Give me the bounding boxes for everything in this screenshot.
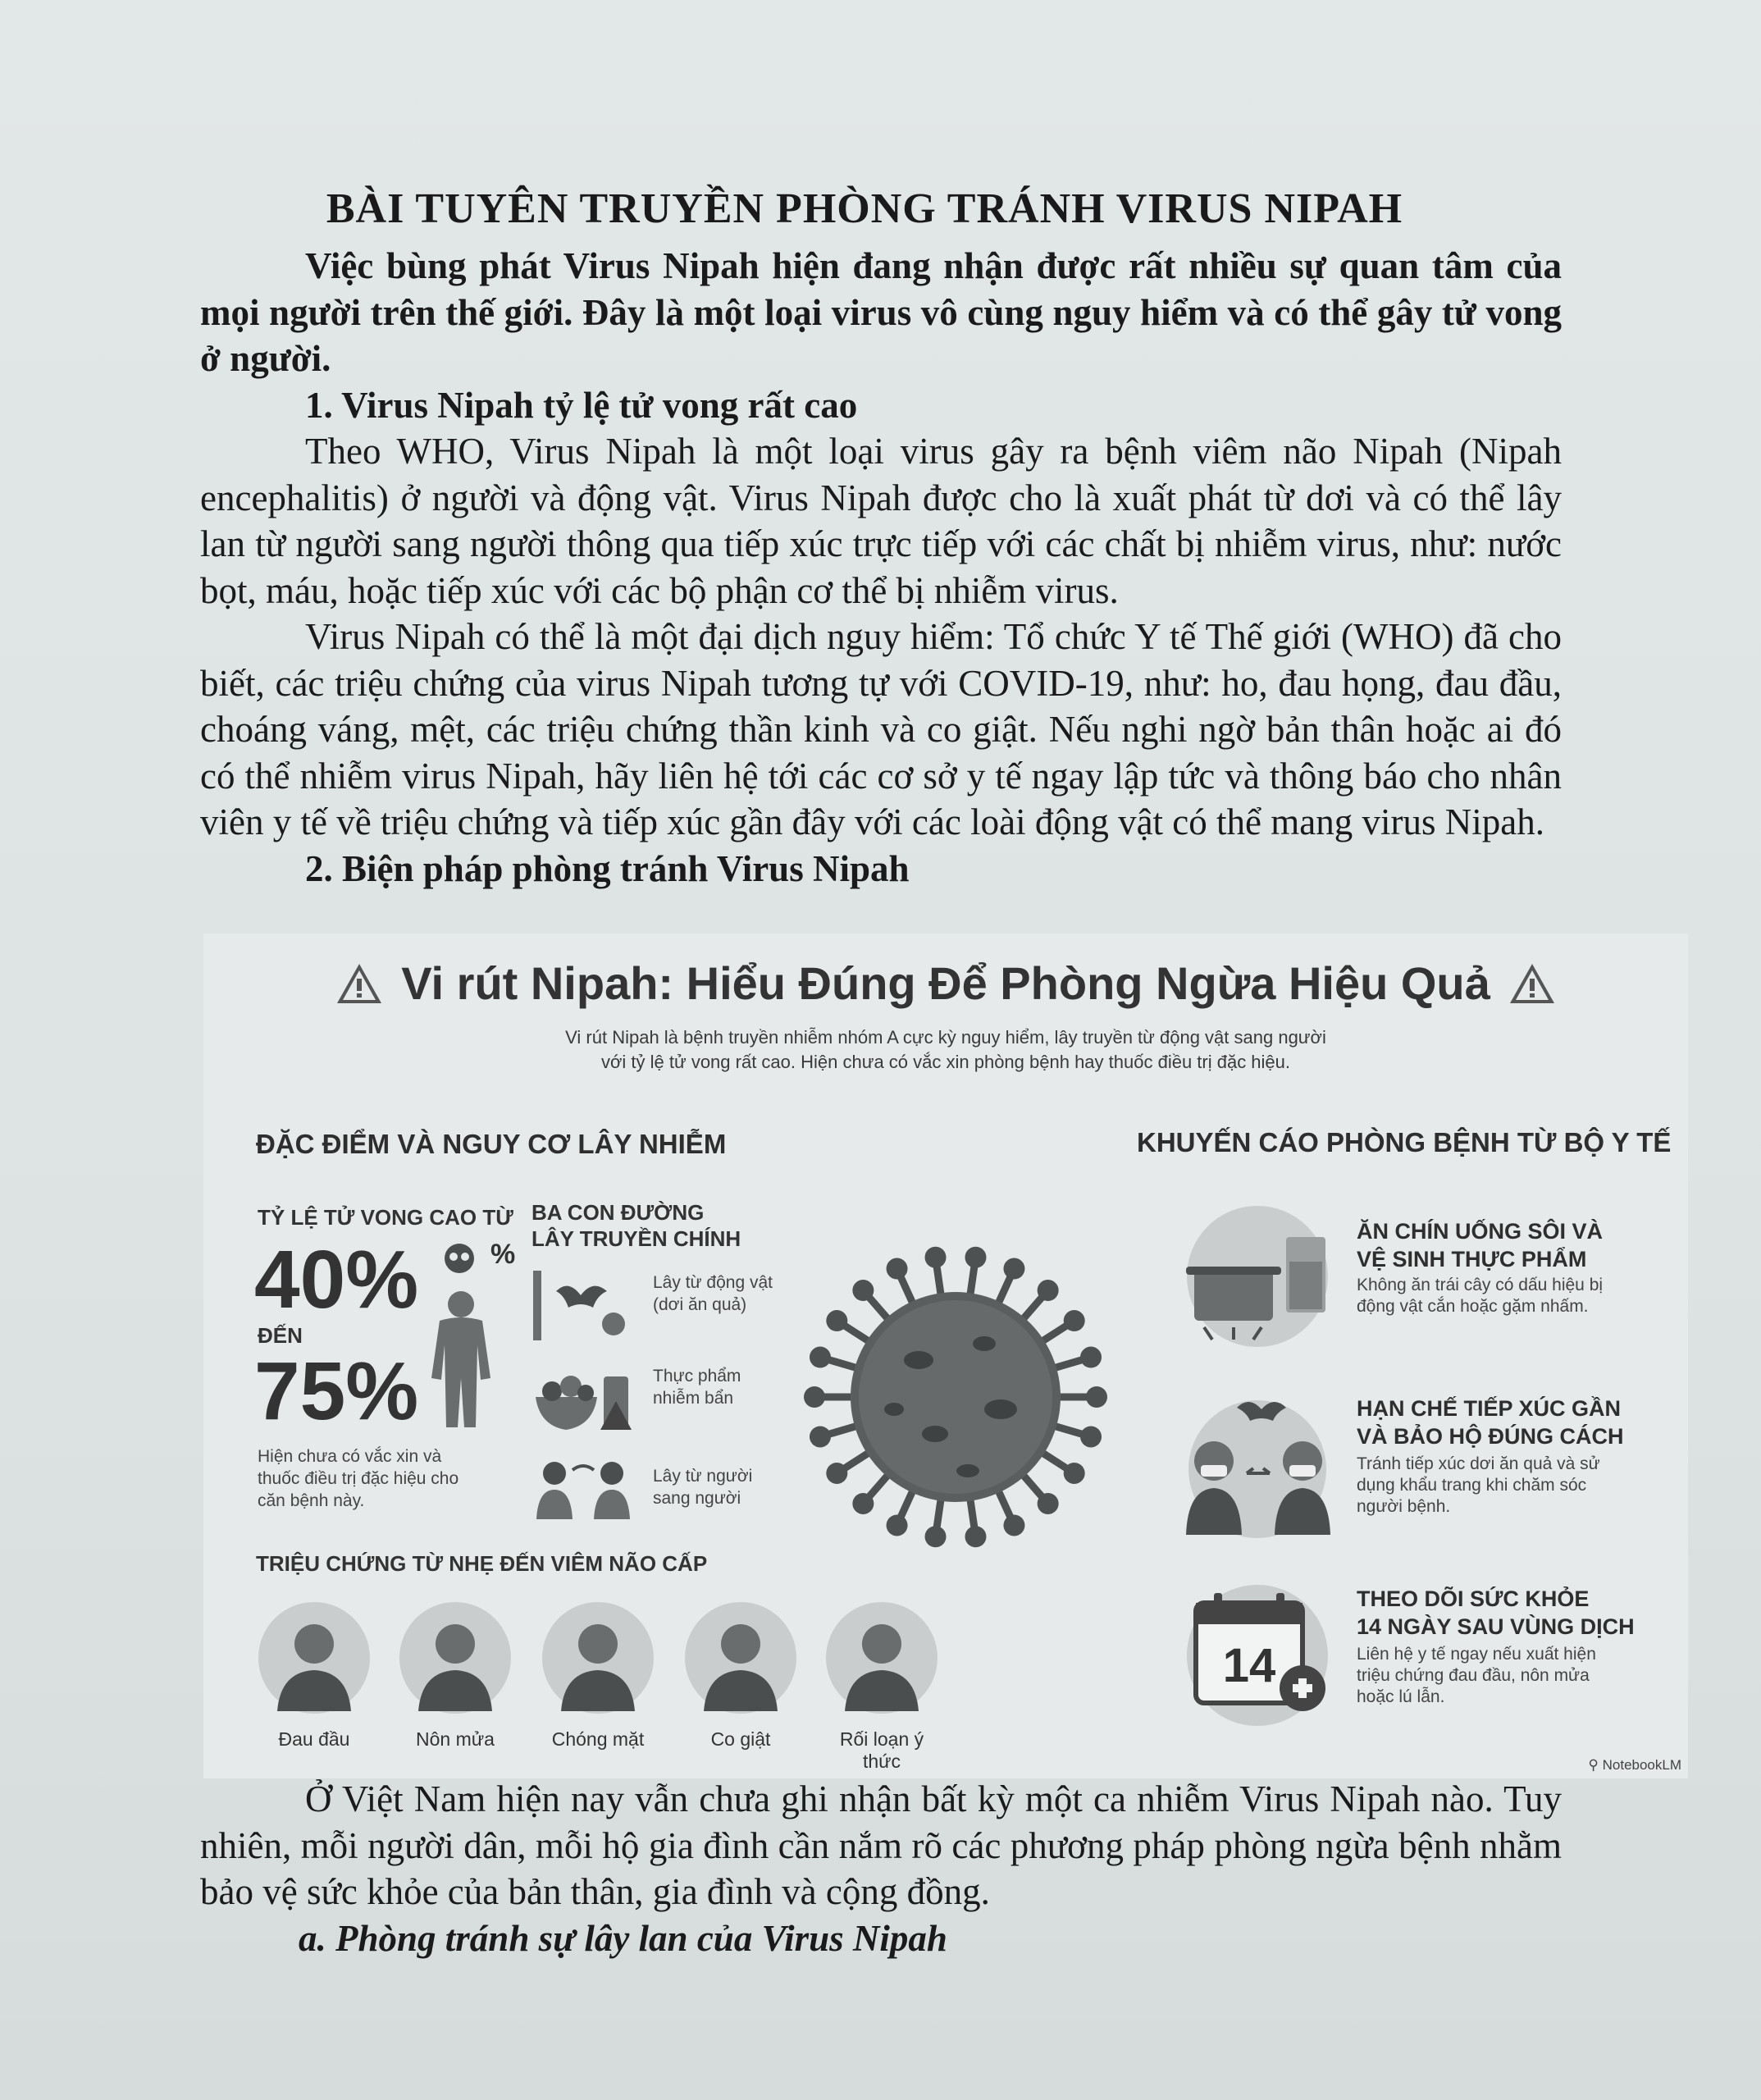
virus-spike-tip — [1038, 1493, 1059, 1514]
mortality-high: 75% — [254, 1345, 419, 1437]
route-1 — [653, 1271, 773, 1316]
virus-spike-tip — [1086, 1386, 1107, 1408]
warning-icon — [1508, 962, 1556, 1005]
symptoms-heading: TRIỆU CHỨNG TỪ NHẸ ĐẾN VIÊM NÃO CẤP — [256, 1551, 708, 1576]
recommendation-2-title — [1357, 1395, 1685, 1450]
virus-spike-tip — [826, 1463, 847, 1484]
recommendation-1-title — [1357, 1217, 1685, 1273]
rec-3-text-line: Liên hệ y tế ngay nếu xuất hiện — [1357, 1645, 1596, 1664]
rec-3-text-line: hoặc lú lẫn. — [1357, 1687, 1445, 1706]
rec-3-text-line: triệu chứng đau đầu, nôn mửa — [1357, 1666, 1590, 1685]
intro-paragraph: Việc bùng phát Virus Nipah hiện đang nhận được rất nhiều sự quan tâm của mọi người trên thế giới. Đây là một loại virus vô cùng nguy hiểm và có thể gây tử vong ở người. — [200, 245, 1562, 379]
route-2-line: nhiễm bẩn — [653, 1389, 734, 1408]
virus-spike-tip — [1080, 1347, 1102, 1368]
symptom-label: Chóng mặt — [551, 1728, 645, 1750]
symptom-label: Nôn mửa — [416, 1728, 495, 1750]
route-1-line: (dơi ăn quả) — [653, 1295, 747, 1314]
vomiting-icon — [394, 1596, 517, 1719]
paragraph-1: Theo WHO, Virus Nipah là một loại virus gây ra bệnh viêm não Nipah (Nipah encephalitis) ở người và động vật. Virus Nipah được cho là xuất phát từ dơi và có thể lây lan từ người sang người thông qua tiếp xúc trực tiếp với các chất bị nhiễm virus, như: nước bọt, máu, hoặc tiếp xúc với các bộ phận cơ thể bị nhiễm virus. — [200, 431, 1562, 611]
virus-spike-tip — [852, 1493, 874, 1514]
virus-spike-tip — [852, 1280, 874, 1301]
rec-1-text-line: Không ăn trái cây có dấu hiệu bị — [1357, 1276, 1604, 1294]
mortality-low: 40% — [254, 1234, 419, 1326]
symptom-item — [536, 1596, 659, 1751]
recommendation-2-text — [1357, 1454, 1644, 1518]
calendar-icon — [1171, 1582, 1344, 1729]
route-3-line: sang người — [653, 1489, 741, 1508]
subtitle-line: Vi rút Nipah là bệnh truyền nhiễm nhóm A cực kỳ nguy hiểm, lây truyền từ động vật sang người — [565, 1027, 1326, 1048]
body-bottom — [200, 1776, 1562, 1961]
virus-spike-tip — [887, 1514, 908, 1536]
symptom-label: Rối loạn ý thức — [839, 1728, 924, 1772]
left-section-heading: ĐẶC ĐIỂM VÀ NGUY CƠ LÂY NHIỄM — [256, 1129, 727, 1159]
virus-icon — [796, 1237, 1115, 1557]
right-section-heading: KHUYẾN CÁO PHÒNG BỆNH TỪ BỘ Y TẾ — [1137, 1127, 1672, 1157]
confusion-icon — [820, 1596, 943, 1719]
rec-2-text-line: Tránh tiếp xúc dơi ăn quả và sử — [1357, 1454, 1600, 1473]
route-3-line: Lây từ người — [653, 1467, 753, 1486]
virus-spike-tip — [1038, 1280, 1059, 1301]
people-transmission-icon — [531, 1455, 638, 1521]
rec-3-title-line: THEO DÕI SỨC KHỎE — [1357, 1586, 1590, 1611]
virus-spike-tip — [826, 1310, 847, 1331]
rec-3-title-line: 14 NGÀY SAU VÙNG DỊCH — [1357, 1614, 1635, 1639]
headache-icon — [253, 1596, 376, 1719]
section-1-heading: 1. Virus Nipah tỷ lệ tử vong rất cao — [305, 384, 858, 426]
rec-1-title-line: ĂN CHÍN UỐNG SÔI VÀ — [1357, 1219, 1604, 1244]
virus-spike-tip — [804, 1386, 825, 1408]
mask-distance-icon — [1171, 1383, 1344, 1539]
rec-2-title-line: HẠN CHẾ TIẾP XÚC GẦN — [1357, 1396, 1622, 1421]
bat-fruit-icon — [531, 1267, 638, 1344]
section-2-heading: 2. Biện pháp phòng tránh Virus Nipah — [305, 847, 910, 889]
routes-heading-line: LÂY TRUYỀN CHÍNH — [531, 1226, 741, 1251]
recommendation-3-title — [1357, 1585, 1685, 1641]
contaminated-food-icon — [531, 1360, 638, 1438]
virus-spike-tip — [965, 1247, 986, 1268]
recommendation-1-text — [1357, 1275, 1644, 1317]
virus-spike-tip — [965, 1526, 986, 1547]
route-2-line: Thực phẩm — [653, 1367, 741, 1386]
virus-spike-tip — [1003, 1514, 1024, 1536]
virus-spike-tip — [925, 1526, 947, 1547]
routes-heading — [531, 1199, 741, 1252]
virus-spike-tip — [1064, 1310, 1085, 1331]
rec-1-text-line: động vật cắn hoặc gặm nhấm. — [1357, 1297, 1589, 1316]
calendar-number: 14 — [1222, 1639, 1276, 1692]
human-skull-icon — [408, 1239, 516, 1436]
watermark-text: NotebookLM — [1602, 1757, 1681, 1773]
symptom-item — [394, 1596, 517, 1751]
virus-spike-tip — [1064, 1463, 1085, 1484]
rec-2-text-line: người bệnh. — [1357, 1497, 1451, 1516]
subtitle-line: với tỷ lệ tử vong rất cao. Hiện chưa có vắc xin phòng bệnh hay thuốc điều trị đặc hiệu. — [600, 1052, 1291, 1072]
mortality-label: TỶ LỆ TỬ VONG CAO TỪ — [258, 1205, 513, 1230]
virus-spike-tip — [925, 1247, 947, 1268]
virus-spike-tip — [810, 1426, 831, 1447]
recommendation-3-text — [1357, 1644, 1644, 1708]
route-3 — [653, 1465, 752, 1509]
warning-icon — [335, 962, 383, 1005]
page-title: BÀI TUYÊN TRUYỀN PHÒNG TRÁNH VIRUS NIPAH — [326, 185, 1403, 232]
dizziness-icon — [536, 1596, 659, 1719]
symptom-item — [679, 1596, 802, 1751]
infographic-title-text: Vi rút Nipah: Hiểu Đúng Để Phòng Ngừa Hiệu Quả — [401, 957, 1490, 1009]
cooking-pot-icon — [1171, 1204, 1344, 1348]
seizure-icon — [679, 1596, 802, 1719]
symptom-item — [820, 1596, 943, 1773]
virus-spike-tip — [810, 1347, 831, 1368]
rec-2-title-line: VÀ BẢO HỘ ĐÚNG CÁCH — [1357, 1424, 1624, 1449]
subsection-a-heading: a. Phòng tránh sự lây lan của Virus Nipah — [299, 1917, 947, 1959]
virus-spike-tip — [887, 1258, 908, 1280]
infographic-subtitle — [203, 1025, 1688, 1075]
symptom-label: Co giật — [710, 1728, 771, 1750]
route-2 — [653, 1365, 741, 1409]
rec-2-text-line: dụng khẩu trang khi chăm sóc — [1357, 1476, 1587, 1495]
rec-1-title-line: VỆ SINH THỰC PHẨM — [1357, 1247, 1587, 1271]
symptom-item — [253, 1596, 376, 1751]
infographic-title — [203, 956, 1688, 1010]
route-1-line: Lây từ động vật — [653, 1273, 773, 1292]
symptom-label: Đau đầu — [278, 1728, 350, 1750]
infographic — [203, 934, 1688, 1778]
paragraph-2: Virus Nipah có thể là một đại dịch nguy hiểm: Tổ chức Y tế Thế giới (WHO) đã cho biết, các triệu chứng của virus Nipah tương tự với COVID-19, như: ho, đau họng, đau đầu, choáng váng, mệt, các triệu chứng thần kinh và co giật. Nếu nghi ngờ bản thân hoặc ai đó có thể nhiễm virus Nipah, hãy liên hệ tới các cơ sở y tế ngay lập tức và thông báo cho nhân viên y tế về triệu chứng và tiếp xúc gần đây với các loài động vật có thể mang virus Nipah. — [200, 616, 1562, 842]
paragraph-3: Ở Việt Nam hiện nay vẫn chưa ghi nhận bất kỳ một ca nhiễm Virus Nipah nào. Tuy nhiên, mỗi người dân, mỗi hộ gia đình cần nắm rõ các phương pháp phòng ngừa bệnh nhằm bảo vệ sức khỏe của bản thân, gia đình và cộng đồng. — [200, 1778, 1562, 1912]
virus-spike-tip — [1080, 1426, 1102, 1447]
notebooklm-watermark: ⚲ NotebookLM — [1588, 1757, 1681, 1773]
routes-heading-line: BA CON ĐƯỜNG — [531, 1200, 705, 1225]
body-top — [200, 243, 1562, 892]
svg-text:%: % — [490, 1239, 516, 1270]
mortality-to: ĐẾN — [258, 1323, 303, 1348]
virus-spike-tip — [1003, 1258, 1024, 1280]
mortality-note: Hiện chưa có vắc xin và thuốc điều trị đặc hiệu cho căn bệnh này. — [258, 1447, 459, 1510]
